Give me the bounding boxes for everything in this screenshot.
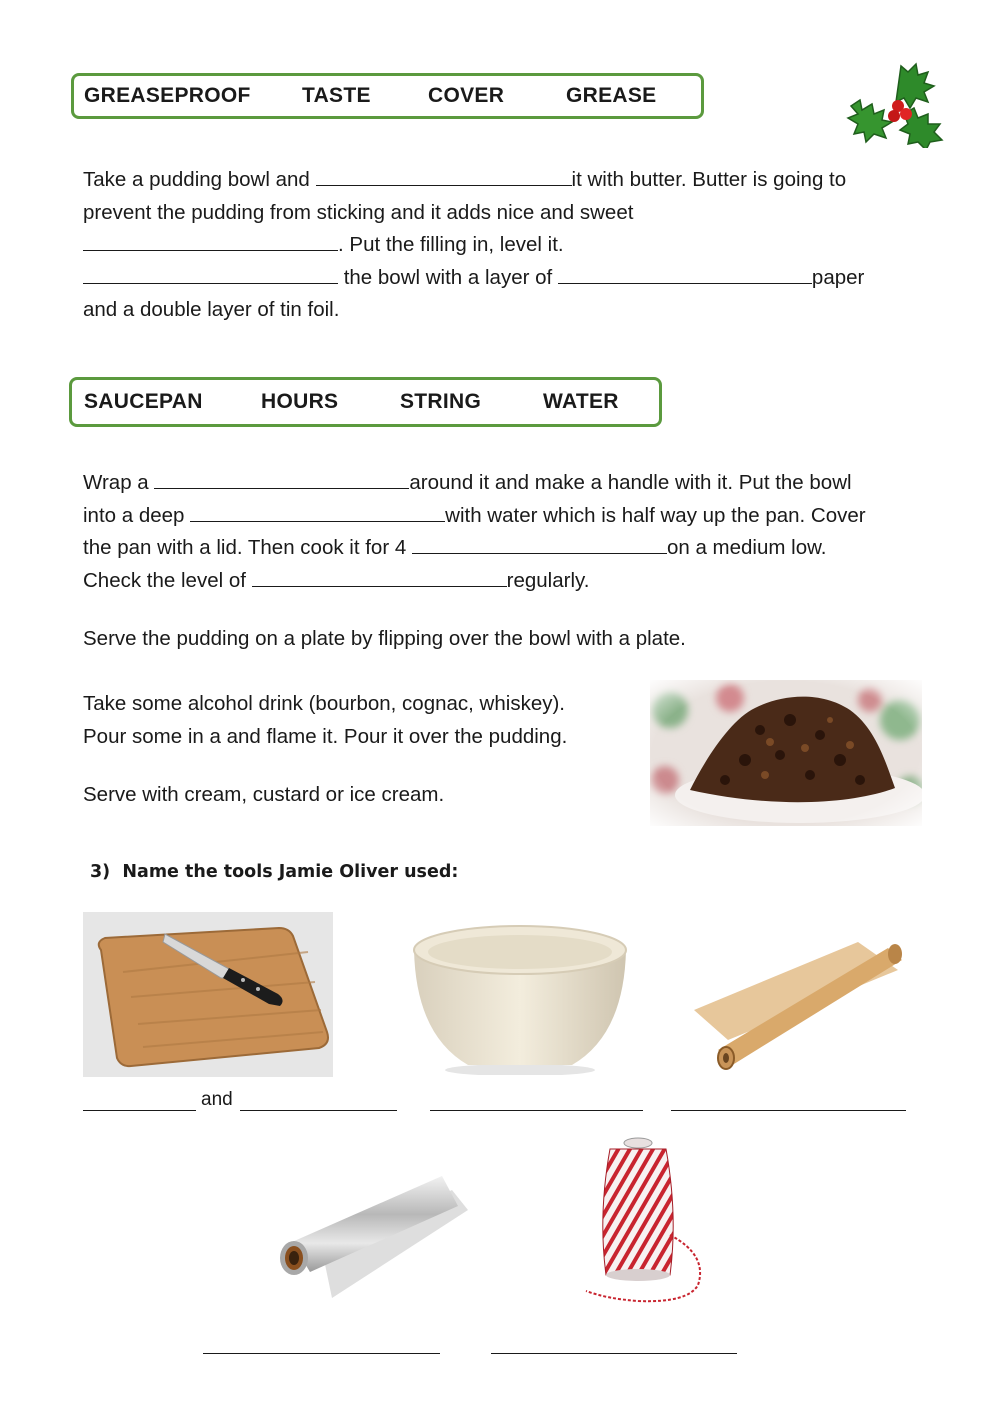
answer-blank[interactable] <box>491 1353 737 1354</box>
answer-blank[interactable] <box>671 1110 906 1111</box>
greaseproof-paper-roll-image <box>688 930 913 1078</box>
holly-icon <box>846 58 946 148</box>
answer-blank[interactable] <box>154 468 409 489</box>
alcohol-instruction-2: Pour some in a and flame it. Pour it over the pudding. <box>83 725 568 748</box>
word-bank-1-word: GREASE <box>566 84 657 107</box>
answer-blank[interactable] <box>83 263 338 284</box>
pudding-photo <box>650 680 922 826</box>
alcohol-instruction-1: Take some alcohol drink (bourbon, cognac, whiskey). <box>83 692 565 715</box>
paragraph-2: Wrap a around it and make a handle with it. Put the bowl into a deep with water which is half way up the pan. Cover the pan with a lid. Then cook it for 4 on a medium low. Check the level of regularly. <box>83 467 866 597</box>
word-bank-1 <box>71 73 704 119</box>
serve-with-text: Serve with cream, custard or ice cream. <box>83 783 445 806</box>
answer-blank[interactable] <box>203 1353 440 1354</box>
answer-blank[interactable] <box>83 1110 196 1111</box>
answer-blank[interactable] <box>412 533 667 554</box>
answer-blank[interactable] <box>430 1110 643 1111</box>
string-spool-image <box>578 1135 716 1307</box>
answer-blank[interactable] <box>190 501 445 522</box>
section-heading: 3) Name the tools Jamie Oliver used: <box>90 862 459 882</box>
and-text: and <box>201 1089 233 1110</box>
mixing-bowl-image <box>408 920 632 1075</box>
word-bank-2-word: SAUCEPAN <box>84 390 203 413</box>
paragraph-1: Take a pudding bowl and it with butter. Butter is going to prevent the pudding from sticking and it adds nice and sweet . Put the filling in, level it. the bowl with a layer of paper and a double layer of tin foil. <box>83 164 864 327</box>
answer-blank[interactable] <box>83 230 338 251</box>
tin-foil-roll-image <box>272 1170 472 1308</box>
serve-instruction: Serve the pudding on a plate by flipping over the bowl with a plate. <box>83 627 686 650</box>
answer-blank[interactable] <box>316 165 572 186</box>
word-bank-1-word: COVER <box>428 84 505 107</box>
word-bank-2-word: STRING <box>400 390 482 413</box>
cutting-board-knife-image <box>83 912 333 1077</box>
word-bank-2-word: WATER <box>543 390 619 413</box>
answer-blank[interactable] <box>558 263 812 284</box>
word-bank-2-word: HOURS <box>261 390 339 413</box>
word-bank-1-word: GREASEPROOF <box>84 84 251 107</box>
word-bank-1-word: TASTE <box>302 84 371 107</box>
answer-blank[interactable] <box>240 1110 397 1111</box>
answer-blank[interactable] <box>252 566 507 587</box>
word-bank-2 <box>69 377 662 427</box>
